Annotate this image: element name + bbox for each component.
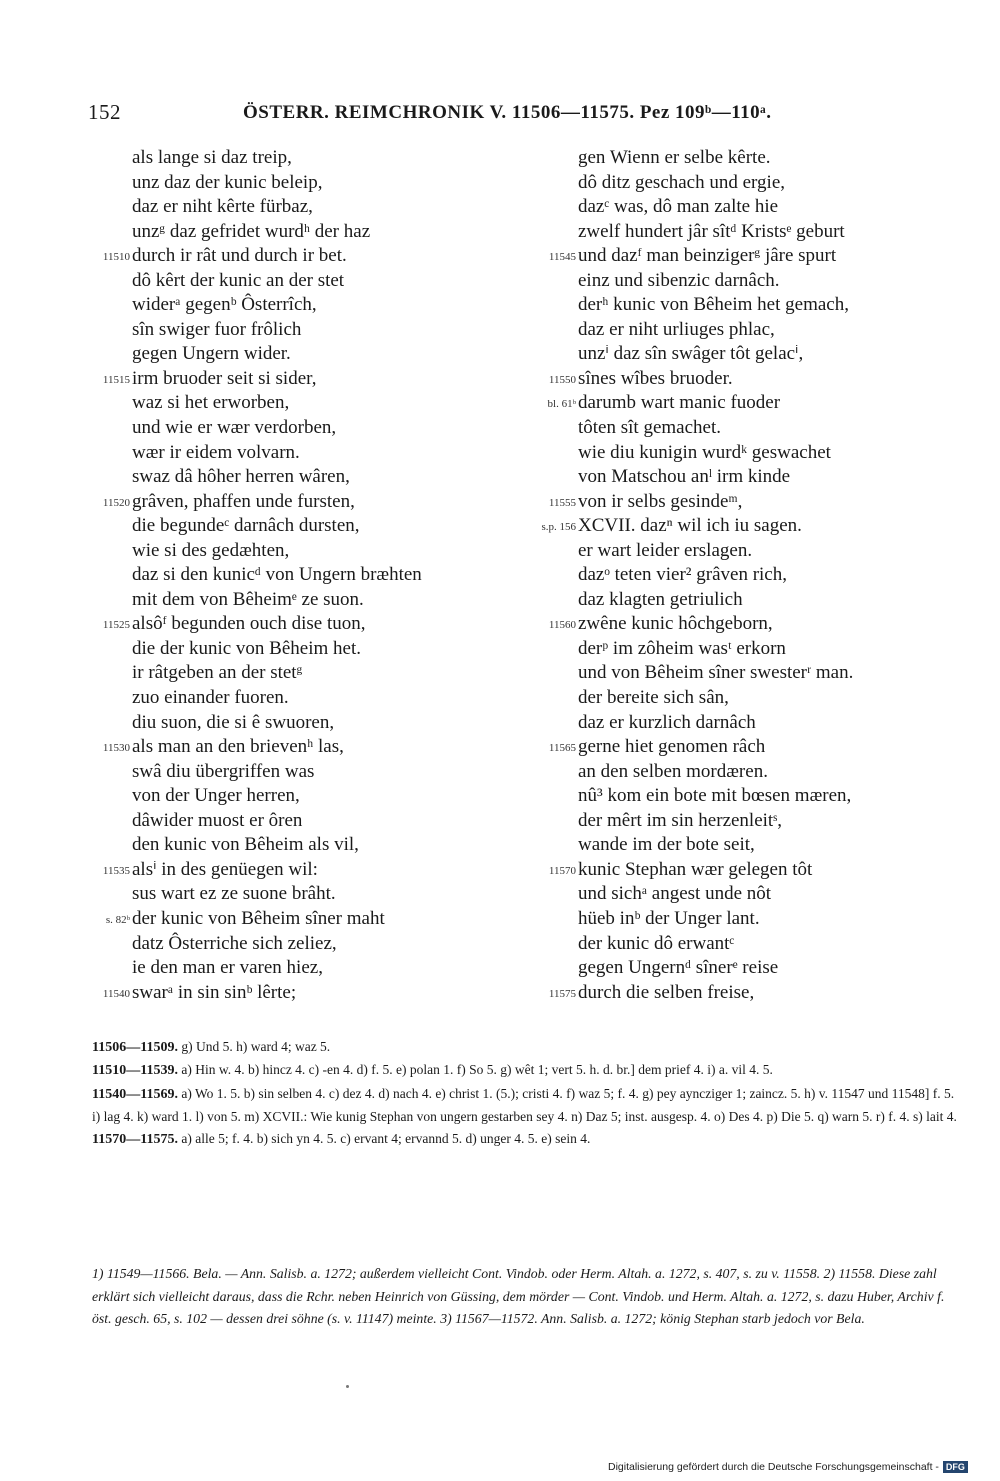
verse-text: derʰ kunic von Bêheim het gemach, bbox=[578, 294, 849, 316]
verse-text: wie si des gedæhten, bbox=[132, 539, 290, 561]
verse-text: unz daz der kunic beleip, bbox=[132, 171, 323, 193]
left-verse-line bbox=[82, 612, 522, 637]
left-verse-line bbox=[82, 711, 522, 736]
right-verse-line bbox=[528, 342, 958, 367]
left-verse-line bbox=[82, 588, 522, 613]
verse-text: der mêrt im sin herzenleitˢ, bbox=[578, 809, 782, 831]
right-verse-line bbox=[528, 195, 958, 220]
verse-text: daz er kurzlich darnâch bbox=[578, 711, 756, 733]
digitization-footer bbox=[608, 1461, 968, 1473]
right-verse-line bbox=[528, 858, 958, 883]
verse-text: sînes wîbes bruoder. bbox=[578, 367, 733, 389]
left-verse-line bbox=[82, 269, 522, 294]
right-verse-line bbox=[528, 391, 958, 416]
verse-text: gerne hiet genomen râch bbox=[578, 736, 766, 758]
verse-text: an den selben mordæren. bbox=[578, 760, 768, 782]
right-verse-line bbox=[528, 981, 958, 1006]
page-header bbox=[88, 100, 948, 130]
left-verse-line bbox=[82, 293, 522, 318]
line-number: bl. 61ᵇ bbox=[547, 398, 576, 411]
left-verse-line bbox=[82, 882, 522, 907]
right-verse-line bbox=[528, 956, 958, 981]
left-verse-line bbox=[82, 760, 522, 785]
left-verse-line bbox=[82, 318, 522, 343]
right-verse-line bbox=[528, 760, 958, 785]
right-verse-line bbox=[528, 146, 958, 171]
verse-text: der bereite sich sân, bbox=[578, 687, 729, 709]
verse-text: der kunic von Bêheim sîner maht bbox=[132, 907, 385, 929]
verse-text: durch ir rât und durch ir bet. bbox=[132, 245, 347, 267]
right-verse-line bbox=[528, 539, 958, 564]
right-verse-line bbox=[528, 735, 958, 760]
verse-text: diu suon, die si ê swuoren, bbox=[132, 711, 335, 733]
verse-text: darumb wart manic fuoder bbox=[578, 392, 781, 414]
verse-column-left bbox=[82, 146, 522, 1005]
right-verse-line bbox=[528, 907, 958, 932]
apparatus-range: 11570—11575. bbox=[92, 1132, 178, 1148]
verse-text: gegen Ungernᵈ sînerᵉ reise bbox=[578, 957, 779, 979]
verse-text: alsôᶠ begunden ouch dise tuon, bbox=[132, 613, 366, 635]
footnotes: 1) 11549—11566. Bela. — Ann. Salisb. a. 1272; außerdem vielleicht Cont. Vindob. oder Herm. Altah. a. 1272, s. 407, s. zu v. 11558. 2) 11558. Diese zahl erklärt sich vielleicht daraus, dass die Rchr. neben Heinrich von Güssing, dem mörder — Cont. Vindob. und Herm. Altah. a. 1272, s. dazu Huber, Archiv f. öst. gesch. 65, s. 102 — dessen drei söhne (s. v. 11147) meinte. 3) 11567—11572. Ann. Salisb. a. 1272; könig Stephan starb jedoch vor Bela. bbox=[92, 1266, 945, 1326]
verse-text: wie diu kunigin wurdᵏ geswachet bbox=[578, 441, 831, 463]
left-verse-line bbox=[82, 490, 522, 515]
verse-text: irm bruoder seit si sider, bbox=[132, 367, 317, 389]
right-verse-line bbox=[528, 171, 958, 196]
verse-column-right bbox=[528, 146, 958, 1005]
apparatus-entry bbox=[92, 1083, 958, 1129]
left-verse-line bbox=[82, 465, 522, 490]
left-verse-line bbox=[82, 784, 522, 809]
left-verse-line bbox=[82, 686, 522, 711]
running-title: ÖSTERR. REIMCHRONIK V. 11506—11575. Pez 109ᵇ—110ᵃ. bbox=[243, 102, 772, 123]
right-verse-line bbox=[528, 318, 958, 343]
line-number: s. 82ᵇ bbox=[105, 913, 130, 926]
verse-text: von Matschou anˡ irm kinde bbox=[578, 466, 791, 488]
verse-text: einz und sibenzic darnâch. bbox=[578, 269, 780, 291]
verse-text: grâven, phaffen unde fursten, bbox=[132, 490, 355, 512]
left-verse-line bbox=[82, 441, 522, 466]
left-verse-line bbox=[82, 367, 522, 392]
right-verse-line bbox=[528, 686, 958, 711]
left-verse-line bbox=[82, 735, 522, 760]
verse-text: ir râtgeben an der stetᵍ bbox=[132, 662, 303, 684]
right-verse-line bbox=[528, 269, 958, 294]
right-verse-line bbox=[528, 514, 958, 539]
verse-text: kunic Stephan wær gelegen tôt bbox=[578, 858, 813, 880]
apparatus-entry bbox=[92, 1059, 958, 1082]
left-verse-line bbox=[82, 956, 522, 981]
verse-text: durch die selben freise, bbox=[578, 981, 755, 1003]
left-verse-line bbox=[82, 514, 522, 539]
dfg-logo-icon: DFG bbox=[943, 1461, 968, 1473]
verse-text: als man an den brievenʰ las, bbox=[132, 736, 344, 758]
right-verse-line bbox=[528, 833, 958, 858]
verse-text: zuo einander fuoren. bbox=[132, 687, 289, 709]
line-number: s.p. 156 bbox=[541, 521, 576, 534]
right-verse-line bbox=[528, 244, 958, 269]
left-verse-line bbox=[82, 220, 522, 245]
verse-text: die der kunic von Bêheim het. bbox=[132, 637, 361, 659]
right-verse-line bbox=[528, 220, 958, 245]
line-number: 11540 bbox=[102, 987, 130, 1000]
left-verse-line bbox=[82, 637, 522, 662]
verse-text: dazᵒ teten vier² grâven rich, bbox=[578, 564, 787, 586]
verse-text: waz si het erworben, bbox=[132, 392, 290, 414]
verse-text: derᵖ im zôheim wasᵗ erkorn bbox=[578, 637, 786, 659]
verse-text: unzⁱ daz sîn swâger tôt gelacⁱ, bbox=[578, 343, 804, 365]
verse-text: gegen Ungern wider. bbox=[132, 343, 291, 365]
verse-text: swarᵃ in sin sinᵇ lêrte; bbox=[132, 981, 297, 1003]
verse-text: XCVII. dazⁿ wil ich iu sagen. bbox=[578, 515, 802, 537]
left-verse-line bbox=[82, 342, 522, 367]
verse-text: zwêne kunic hôchgeborn, bbox=[578, 613, 773, 635]
left-verse-line bbox=[82, 809, 522, 834]
verse-text: tôten sît gemachet. bbox=[578, 417, 721, 439]
footer-text: Digitalisierung gefördert durch die Deutsche Forschungsgemeinschaft - bbox=[608, 1461, 939, 1473]
line-number: 11545 bbox=[548, 251, 576, 264]
verse-text: dô ditz geschach und ergie, bbox=[578, 171, 785, 193]
verse-text: und sichᵃ angest unde nôt bbox=[578, 883, 772, 905]
verse-text: von der Unger herren, bbox=[132, 785, 300, 807]
verse-text: daz er niht urliuges phlac, bbox=[578, 318, 775, 340]
line-number: 11570 bbox=[548, 864, 576, 877]
right-verse-line bbox=[528, 612, 958, 637]
right-verse-line bbox=[528, 637, 958, 662]
apparatus-entry bbox=[92, 1036, 958, 1059]
right-verse-line bbox=[528, 367, 958, 392]
verse-text: ie den man er varen hiez, bbox=[132, 957, 323, 979]
verse-text: zwelf hundert jâr sîtᵈ Kristsᵉ geburt bbox=[578, 220, 845, 242]
verse-text: dazᶜ was, dô man zalte hie bbox=[578, 196, 779, 218]
right-verse-line bbox=[528, 932, 958, 957]
verse-text: und von Bêheim sîner swesterʳ man. bbox=[578, 662, 854, 684]
left-verse-line bbox=[82, 858, 522, 883]
verse-text: dô kêrt der kunic an der stet bbox=[132, 269, 345, 291]
left-verse-line bbox=[82, 563, 522, 588]
left-verse-line bbox=[82, 833, 522, 858]
verse-text: unzᵍ daz gefridet wurdʰ der haz bbox=[132, 220, 371, 242]
apparatus-entry bbox=[92, 1128, 958, 1151]
verse-text: daz si den kunicᵈ von Ungern bræhten bbox=[132, 564, 422, 586]
left-verse-line bbox=[82, 539, 522, 564]
verse-text: er wart leider erslagen. bbox=[578, 539, 753, 561]
left-verse-line bbox=[82, 907, 522, 932]
stray-mark bbox=[346, 1385, 349, 1388]
verse-text: und wie er wær verdorben, bbox=[132, 417, 337, 439]
verse-text: sîn swiger fuor frôlich bbox=[132, 318, 302, 340]
line-number: 11560 bbox=[548, 619, 576, 632]
verse-text: alsⁱ in des genüegen wil: bbox=[132, 858, 318, 880]
right-verse-line bbox=[528, 465, 958, 490]
verse-text: swâ diu übergriffen was bbox=[132, 760, 315, 782]
left-verse-line bbox=[82, 416, 522, 441]
left-verse-line bbox=[82, 146, 522, 171]
page-number: 152 bbox=[88, 100, 121, 124]
apparatus-text: a) Hin w. 4. b) hincz 4. c) -en 4. d) f. 5. e) polan 1. f) So 5. g) wêt 1; vert 5. h. d. br.] dem prief 4. i) a. vil 4. 5. bbox=[181, 1062, 773, 1078]
verse-text: als lange si daz treip, bbox=[132, 147, 292, 168]
line-number: 11550 bbox=[548, 373, 576, 386]
verse-text: dâwider muost er ôren bbox=[132, 809, 303, 831]
verse-text: von ir selbs gesindeᵐ, bbox=[578, 490, 743, 512]
right-verse-line bbox=[528, 784, 958, 809]
line-number: 11565 bbox=[548, 742, 576, 755]
apparatus-range: 11540—11569. bbox=[92, 1086, 178, 1102]
verse-text: gen Wienn er selbe kêrte. bbox=[578, 147, 771, 168]
verse-text: die begundeᶜ darnâch dursten, bbox=[132, 515, 360, 537]
verse-text: wær ir eidem volvarn. bbox=[132, 441, 300, 463]
left-verse-line bbox=[82, 932, 522, 957]
right-verse-line bbox=[528, 441, 958, 466]
apparatus-text: a) alle 5; f. 4. b) sich yn 4. 5. c) ervant 4; ervannd 5. d) unger 4. 5. e) sein 4. bbox=[181, 1131, 591, 1147]
apparatus-range: 11506—11509. bbox=[92, 1040, 178, 1055]
left-verse-line bbox=[82, 171, 522, 196]
verse-text: sus wart ez ze suone brâht. bbox=[132, 883, 336, 905]
verse-text: datz Ôsterriche sich zeliez, bbox=[132, 932, 337, 954]
right-verse-line bbox=[528, 416, 958, 441]
left-verse-line bbox=[82, 981, 522, 1006]
verse-text: den kunic von Bêheim als vil, bbox=[132, 834, 359, 856]
left-verse-line bbox=[82, 244, 522, 269]
apparatus-range: 11510—11539. bbox=[92, 1063, 178, 1079]
verse-text: mit dem von Bêheimᵉ ze suon. bbox=[132, 588, 364, 610]
line-number: 11515 bbox=[102, 373, 130, 386]
verse-text: nû³ kom ein bote mit bœsen mæren, bbox=[578, 785, 852, 807]
left-verse-line bbox=[82, 195, 522, 220]
line-number: 11520 bbox=[102, 496, 130, 509]
verse-text: daz klagten getriulich bbox=[578, 588, 743, 610]
line-number: 11525 bbox=[102, 619, 130, 632]
apparatus-text: a) Wo 1. 5. b) sin selben 4. c) dez 4. d) nach 4. e) christ 1. (5.); cristi 4. f) waz 5; f. 4. g) pey ayncziger 1; zaincz. 5. h) v. 11547 und 11548] f. 5. i) lag 4. k) ward 1. l) von 5. m) XCVII.: Wie kunig Stephan von ungern gestarben sey 4. n) Daz 5; inst. ausgesp. 4. o) Des 4. p) Die 5. q) warn 5. r) f. 4. s) lait 4. bbox=[92, 1085, 957, 1124]
right-verse-line bbox=[528, 661, 958, 686]
line-number: 11510 bbox=[102, 251, 130, 264]
right-verse-line bbox=[528, 490, 958, 515]
line-number: 11530 bbox=[102, 742, 130, 755]
right-verse-line bbox=[528, 293, 958, 318]
verse-text: und dazᶠ man beinzigerᵍ jâre spurt bbox=[578, 245, 837, 267]
line-number: 11535 bbox=[102, 864, 130, 877]
verse-text: der kunic dô erwantᶜ bbox=[578, 932, 735, 954]
left-verse-line bbox=[82, 391, 522, 416]
right-verse-line bbox=[528, 711, 958, 736]
right-verse-line bbox=[528, 563, 958, 588]
verse-text: wande im der bote seit, bbox=[578, 834, 755, 856]
line-number: 11555 bbox=[548, 496, 576, 509]
apparatus-text: g) Und 5. h) ward 4; waz 5. bbox=[181, 1039, 331, 1054]
verse-text: widerᵃ gegenᵇ Ôsterrîch, bbox=[132, 294, 317, 316]
critical-apparatus bbox=[92, 1036, 958, 1151]
verse-text: hüeb inᵇ der Unger lant. bbox=[578, 907, 760, 929]
left-verse-line bbox=[82, 661, 522, 686]
right-verse-line bbox=[528, 882, 958, 907]
verse-text: daz er niht kêrte fürbaz, bbox=[132, 196, 313, 218]
right-verse-line bbox=[528, 588, 958, 613]
right-verse-line bbox=[528, 809, 958, 834]
line-number: 11575 bbox=[548, 987, 576, 1000]
verse-text: swaz dâ hôher herren wâren, bbox=[132, 466, 350, 488]
